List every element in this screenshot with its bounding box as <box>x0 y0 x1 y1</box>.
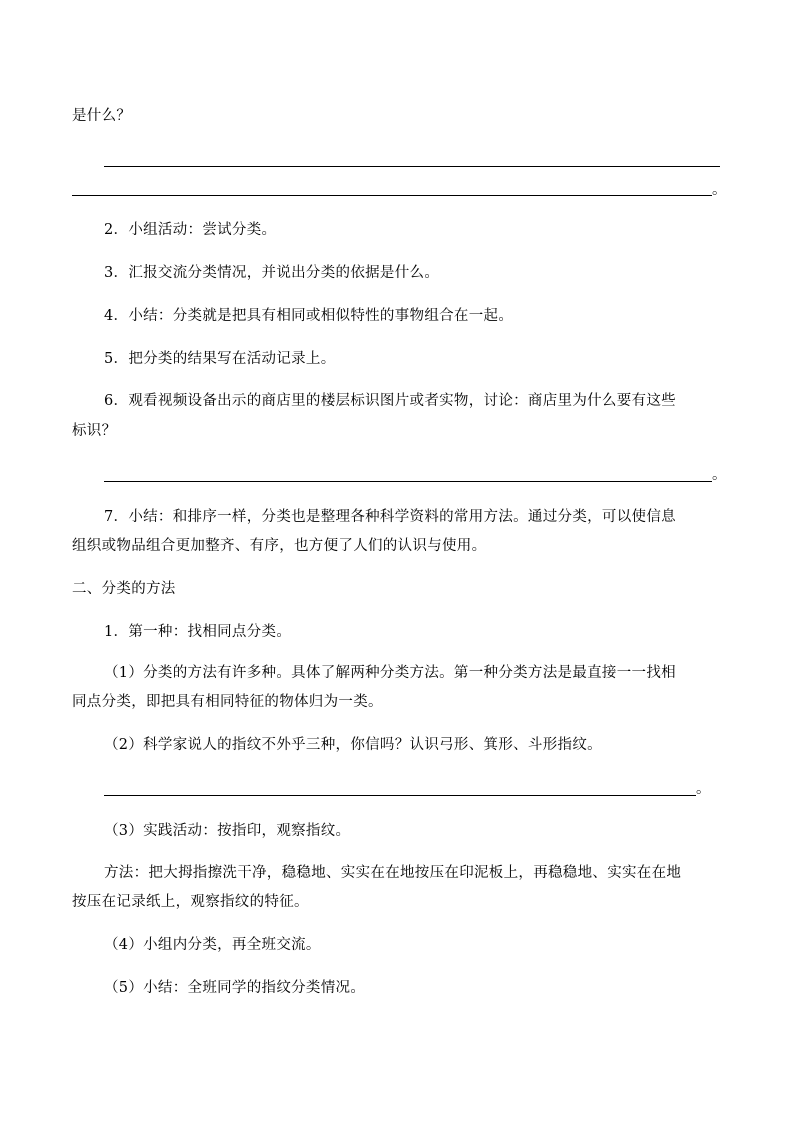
method-line2: 按压在记录纸上，观察指纹的特征。 <box>72 894 309 910</box>
sub-2-text: （2）科学家说人的指纹不外乎三种，你信吗？认识弓形、箕形、斗形指纹。 <box>104 737 602 753</box>
sub-5-text: （5）小结：全班同学的指纹分类情况。 <box>104 980 366 996</box>
sub-1-line1: （1）分类的方法有许多种。具体了解两种分类方法。第一种分类方法是最直接一一找相 <box>104 665 676 681</box>
answer-blank-line <box>104 166 720 167</box>
answer-blank-line <box>72 195 712 196</box>
sub-4-text: （4）小组内分类，再全班交流。 <box>104 937 321 953</box>
item-2-text: 2．小组活动：尝试分类。 <box>104 222 277 238</box>
answer-blank-line <box>104 795 696 796</box>
intro-tail-text: 是什么？ <box>72 108 132 124</box>
item-7-line1: 7．小结：和排序一样，分类也是整理各种科学资料的常用方法。通过分类，可以使信息 <box>104 509 676 525</box>
blank-period: 。 <box>696 781 711 797</box>
blank-period: 。 <box>712 467 727 483</box>
item-6-line2: 标识？ <box>72 423 117 439</box>
blank-period: 。 <box>712 182 727 198</box>
section-2-title: 二、分类的方法 <box>72 581 176 597</box>
method-line1: 方法：把大拇指擦洗干净，稳稳地、实实在在地按压在印泥板上，再稳稳地、实实在在地 <box>104 865 682 881</box>
method-1-title: 1．第一种：找相同点分类。 <box>104 624 292 640</box>
item-4-text: 4．小结：分类就是把具有相同或相似特性的事物组合在一起。 <box>104 308 514 324</box>
sub-1-line2: 同点分类，即把具有相同特征的物体归为一类。 <box>72 694 383 710</box>
sub-3-text: （3）实践活动：按指印，观察指纹。 <box>104 823 351 839</box>
item-6-line1: 6．观看视频设备出示的商店里的楼层标识图片或者实物，讨论：商店里为什么要有这些 <box>104 393 676 409</box>
item-5-text: 5．把分类的结果写在活动记录上。 <box>104 351 336 367</box>
answer-blank-line <box>104 481 712 482</box>
item-7-line2: 组织或物品组合更加整齐、有序，也方便了人们的认识与使用。 <box>72 538 487 554</box>
item-3-text: 3．汇报交流分类情况，并说出分类的依据是什么。 <box>104 265 440 281</box>
